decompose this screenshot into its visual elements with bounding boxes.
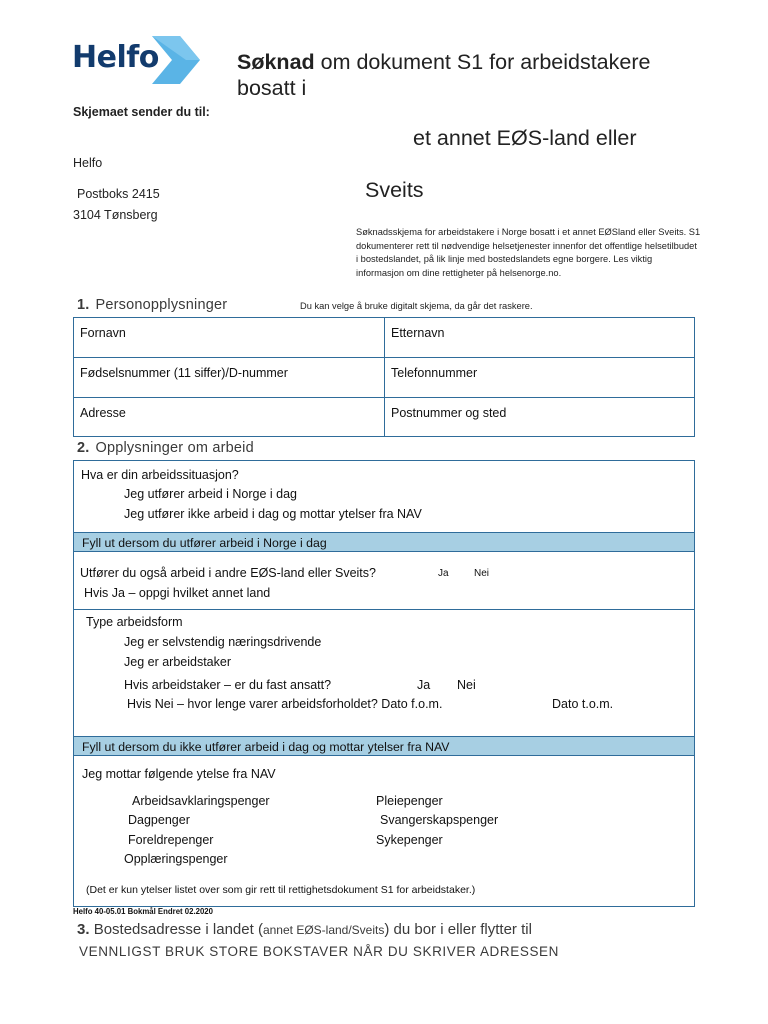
date-to-label: Dato t.o.m.	[552, 697, 614, 711]
phone-field[interactable]	[385, 358, 694, 398]
permanent-no[interactable]: Nei	[457, 678, 476, 692]
postcode-field[interactable]	[385, 398, 694, 436]
other-country-no[interactable]: Nei	[474, 568, 490, 579]
title-rest: om dokument S1 for arbeidstakere	[314, 50, 651, 74]
caps-instruction: VENNLIGST BRUK STORE BOKSTAVER NÅR DU SKRIVER ADRESSEN	[79, 944, 560, 959]
section-3-number: 3.	[77, 921, 90, 938]
last-name-label: Etternavn	[391, 326, 445, 340]
section-1-heading	[77, 297, 227, 313]
first-name-field[interactable]	[74, 318, 385, 358]
form-title	[237, 48, 650, 76]
situation-question: Hva er din arbeidssituasjon?	[81, 468, 239, 482]
postcode-label: Postnummer og sted	[391, 406, 507, 420]
duration-from-label: Hvis Nei – hvor lenge varer arbeidsforholdet? Dato f.o.m.	[127, 697, 443, 711]
band-not-working: Fyll ut dersom du ikke utfører arbeid i dag og mottar ytelser fra NAV	[74, 736, 694, 756]
first-name-label: Fornavn	[80, 326, 126, 340]
benefit-opplaeringspenger[interactable]: Opplæringspenger	[124, 852, 228, 866]
digital-form-note: Du kan velge å bruke digitalt skjema, da går det raskere.	[300, 301, 533, 311]
helfo-logo	[70, 34, 205, 86]
option-employee[interactable]: Jeg er arbeidstaker	[124, 655, 232, 669]
id-number-field[interactable]	[74, 358, 385, 398]
other-country-yes[interactable]: Ja	[438, 568, 449, 579]
personal-info-table	[73, 317, 695, 437]
divider	[74, 609, 694, 610]
logo-text: Helfo	[72, 40, 159, 75]
benefit-pleiepenger[interactable]: Pleiepenger	[376, 794, 443, 808]
section-3-title-b: ) du bor i eller flytter til	[384, 921, 532, 938]
sender-name: Helfo	[73, 156, 103, 170]
section-2-title: Opplysninger om arbeid	[95, 440, 254, 456]
sender-city: 3104 Tønsberg	[73, 208, 158, 222]
address-label: Adresse	[80, 406, 126, 420]
section-3-title-small: annet EØS-land/Sveits	[262, 923, 385, 937]
option-working[interactable]: Jeg utfører arbeid i Norge i dag	[124, 487, 298, 501]
option-not-working[interactable]: Jeg utfører ikke arbeid i dag og mottar ytelser fra NAV	[124, 507, 422, 521]
title-line-3: et annet EØS-land eller	[413, 126, 637, 150]
title-line-2: bosatt i	[237, 76, 307, 100]
form-footer-code: Helfo 40-05.01 Bokmål Endret 02.2020	[73, 907, 213, 916]
if-yes-country: Hvis Ja – oppgi hvilket annet land	[84, 586, 271, 600]
benefit-aap[interactable]: Arbeidsavklaringspenger	[132, 794, 270, 808]
benefit-dagpenger[interactable]: Dagpenger	[128, 813, 190, 827]
permanent-yes[interactable]: Ja	[417, 678, 431, 692]
address-field[interactable]	[74, 398, 385, 436]
benefit-svangerskapspenger[interactable]: Svangerskapspenger	[380, 813, 499, 827]
work-type-label: Type arbeidsform	[86, 615, 183, 629]
section-1-title: Personopplysninger	[95, 297, 228, 313]
benefit-foreldrepenger[interactable]: Foreldrepenger	[128, 833, 214, 847]
section-2-number: 2.	[77, 440, 90, 456]
chevron-icon	[150, 36, 202, 84]
band-working: Fyll ut dersom du utfører arbeid i Norge i dag	[74, 532, 694, 552]
other-country-question: Utfører du også arbeid i andre EØS-land eller Sveits?	[80, 566, 376, 580]
title-bold: Søknad	[237, 50, 315, 74]
section-3-heading	[77, 921, 532, 938]
benefits-label: Jeg mottar følgende ytelse fra NAV	[82, 767, 276, 781]
phone-label: Telefonnummer	[391, 366, 478, 380]
title-line-4: Sveits	[365, 178, 424, 202]
option-self-employed[interactable]: Jeg er selvstendig næringsdrivende	[124, 635, 322, 649]
benefits-note: (Det er kun ytelser listet over som gir rett til rettighetsdokument S1 for arbeidstaker.)	[86, 884, 476, 896]
section-1-number: 1.	[77, 297, 90, 313]
send-to-label: Skjemaet sender du til:	[73, 105, 210, 119]
benefit-sykepenger[interactable]: Sykepenger	[376, 833, 443, 847]
section-3-title-a: Bostedsadresse i landet (	[93, 921, 263, 938]
sender-box: Postboks 2415	[77, 187, 160, 201]
intro-text: Søknadsskjema for arbeidstakere i Norge bosatt i et annet EØSland eller Sveits. S1 dokumenterer rett til nødvendige helsetjenester innenfor det offentlige helsetilbudet i bostedslandet, på lik linje med bostedslandets egne borgere. Les viktig informasjon om dine rettigheter på helsenorge.no.	[356, 227, 701, 278]
permanent-question: Hvis arbeidstaker – er du fast ansatt?	[124, 678, 332, 692]
last-name-field[interactable]	[385, 318, 694, 358]
work-info-box	[73, 460, 695, 907]
section-2-heading	[77, 440, 254, 456]
id-number-label: Fødselsnummer (11 siffer)/D-nummer	[80, 366, 288, 380]
